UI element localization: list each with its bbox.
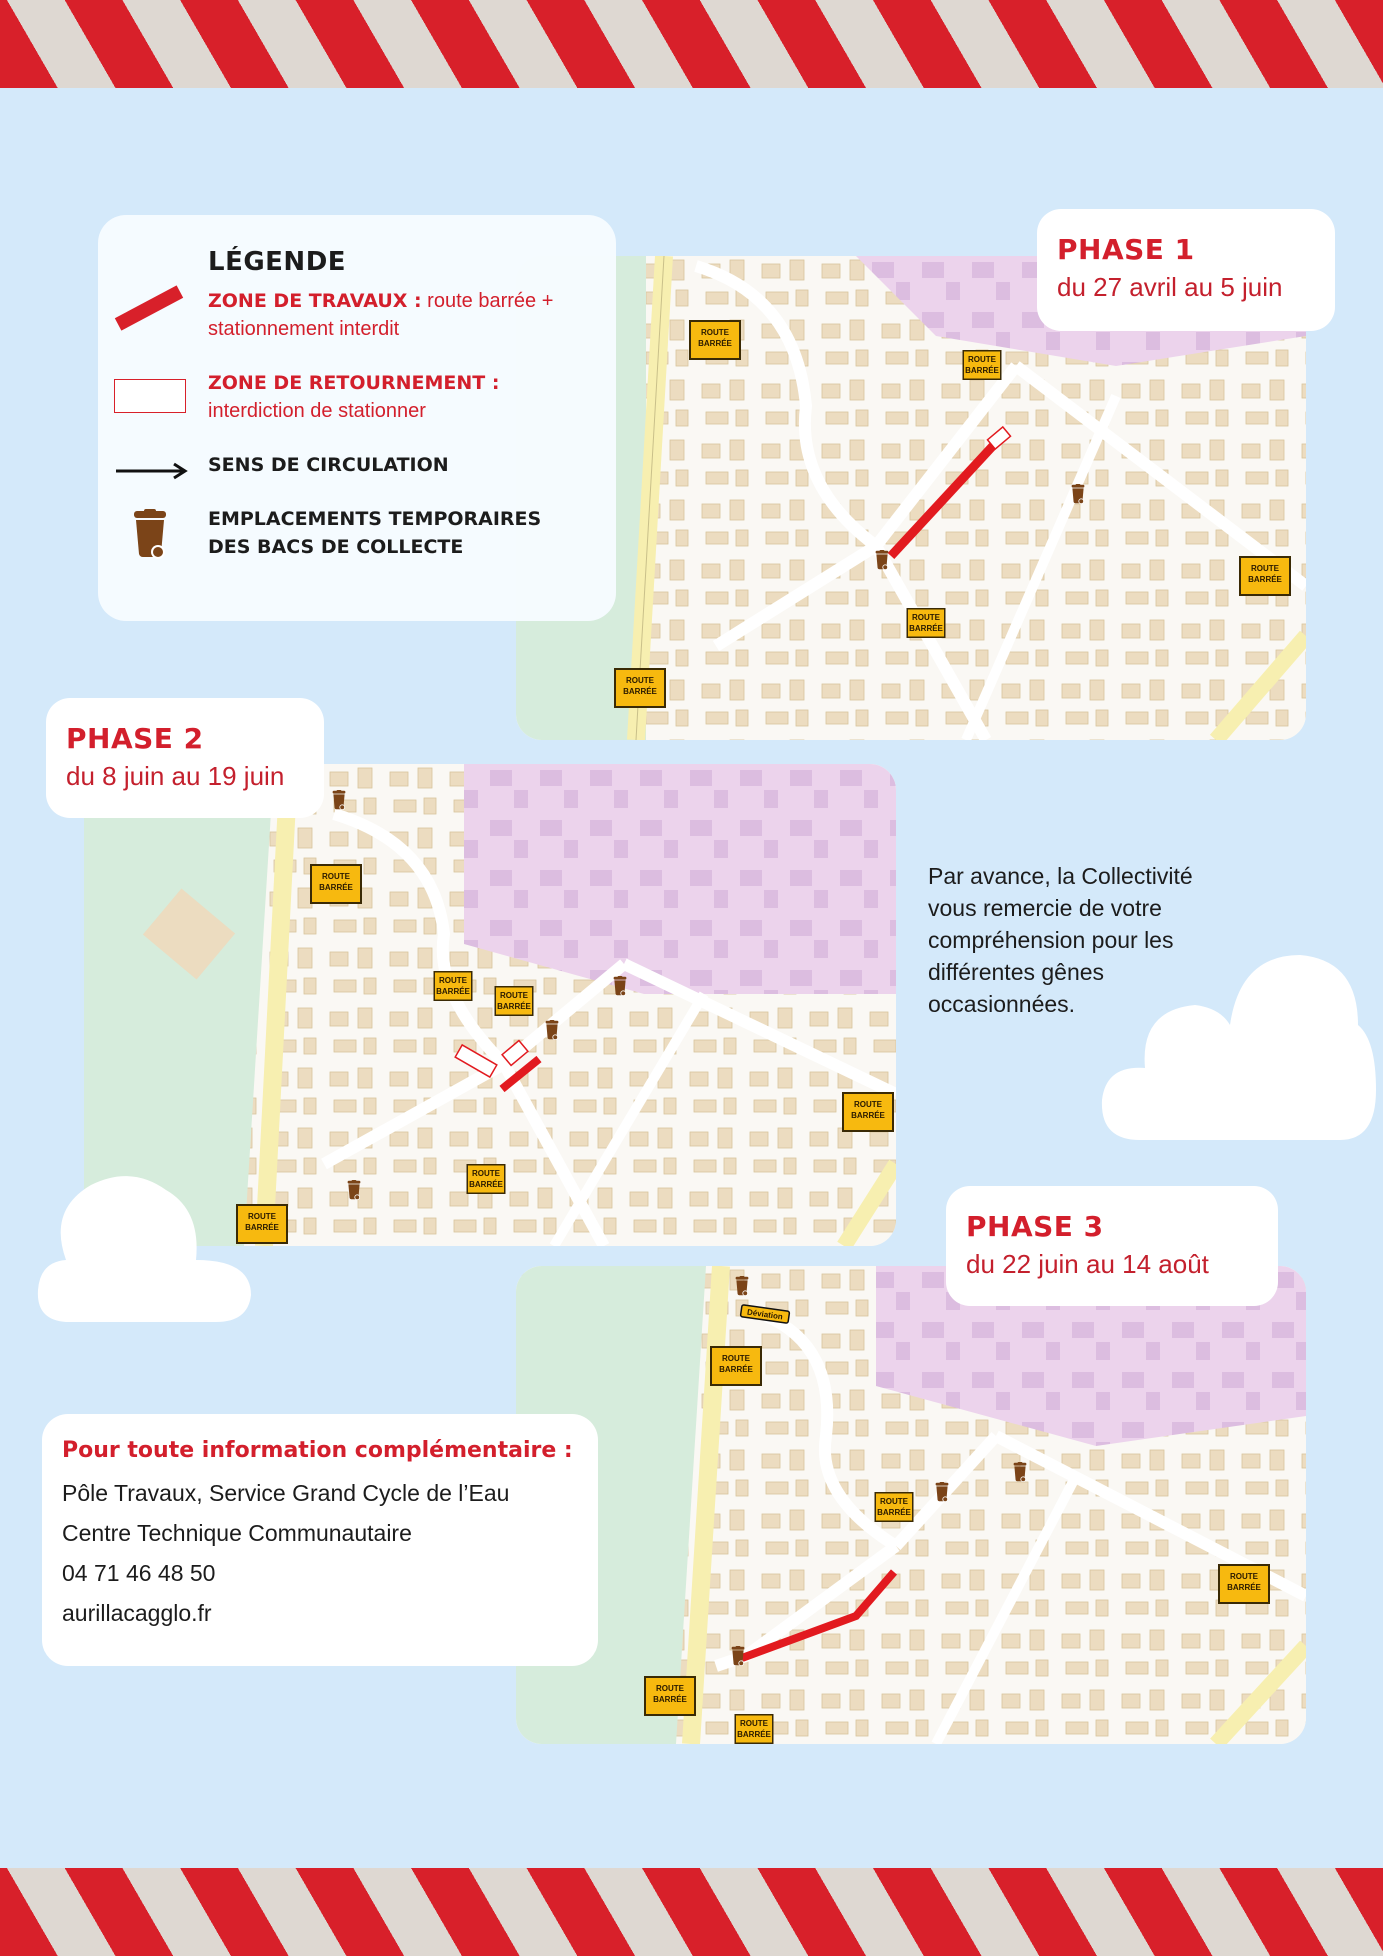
phase-2-title: PHASE 2	[66, 722, 204, 755]
phase-1-dates: du 27 avril au 5 juin	[1057, 272, 1283, 302]
top-hazard-stripes	[0, 0, 1383, 88]
svg-text:BARRÉE: BARRÉE	[737, 1730, 771, 1739]
svg-text:ROUTE: ROUTE	[854, 1100, 882, 1109]
trash-bin-icon	[130, 509, 170, 559]
svg-text:BARRÉE: BARRÉE	[623, 687, 657, 696]
svg-text:BARRÉE: BARRÉE	[877, 1508, 911, 1517]
arrow-right-icon	[114, 461, 188, 481]
svg-text:BARRÉE: BARRÉE	[965, 366, 999, 375]
phase-2-dates: du 8 juin au 19 juin	[66, 761, 285, 791]
red-outline-rect-icon	[114, 379, 186, 413]
svg-text:ROUTE: ROUTE	[880, 1497, 908, 1506]
svg-text:BARRÉE: BARRÉE	[497, 1002, 531, 1011]
svg-text:ROUTE: ROUTE	[248, 1212, 276, 1221]
legend-title: LÉGENDE	[208, 247, 347, 277]
svg-text:ROUTE: ROUTE	[1251, 564, 1279, 573]
contact-phone[interactable]: 04 71 46 48 50	[62, 1560, 216, 1586]
red-bar-icon	[115, 285, 183, 330]
svg-text:BARRÉE: BARRÉE	[1227, 1583, 1261, 1592]
svg-text:BARRÉE: BARRÉE	[719, 1365, 753, 1374]
contact-service: Pôle Travaux, Service Grand Cycle de l’Eau	[62, 1480, 510, 1506]
svg-text:ROUTE: ROUTE	[626, 676, 654, 685]
phase-1-title: PHASE 1	[1057, 233, 1195, 266]
contact-heading: Pour toute information complémentaire :	[62, 1438, 573, 1463]
contact-center: Centre Technique Communautaire	[62, 1520, 412, 1546]
svg-text:BARRÉE: BARRÉE	[698, 339, 732, 348]
svg-text:ROUTE: ROUTE	[472, 1169, 500, 1178]
svg-text:ROUTE: ROUTE	[322, 872, 350, 881]
sign-text: ROUTE	[701, 328, 729, 337]
contact-info-card	[42, 1414, 598, 1666]
phase-2-badge	[46, 698, 324, 818]
phase-3-badge	[946, 1186, 1278, 1306]
phase-1-badge	[1037, 209, 1335, 331]
svg-text:ROUTE: ROUTE	[968, 355, 996, 364]
svg-text:BARRÉE: BARRÉE	[851, 1111, 885, 1120]
svg-text:ROUTE: ROUTE	[500, 991, 528, 1000]
cloud-decoration-left	[36, 1170, 256, 1322]
phase-3-dates: du 22 juin au 14 août	[966, 1249, 1209, 1279]
phase-3-title: PHASE 3	[966, 1210, 1104, 1243]
bottom-hazard-stripes	[0, 1868, 1383, 1956]
svg-text:BARRÉE: BARRÉE	[245, 1223, 279, 1232]
svg-text:ROUTE: ROUTE	[656, 1684, 684, 1693]
legend-item-work-zone: ZONE DE TRAVAUX : route barrée + stationnement interdit	[208, 287, 616, 343]
svg-text:ROUTE: ROUTE	[1230, 1572, 1258, 1581]
svg-text:ROUTE: ROUTE	[912, 613, 940, 622]
svg-text:BARRÉE: BARRÉE	[909, 624, 943, 633]
legend-panel	[98, 215, 616, 621]
contact-website-link[interactable]: aurillacagglo.fr	[62, 1600, 212, 1626]
svg-text:BARRÉE: BARRÉE	[469, 1180, 503, 1189]
svg-text:BARRÉE: BARRÉE	[319, 883, 353, 892]
map-phase-3	[516, 1266, 1306, 1744]
svg-text:BARRÉE: BARRÉE	[653, 1695, 687, 1704]
svg-text:BARRÉE: BARRÉE	[1248, 575, 1282, 584]
legend-item-turnaround-zone: ZONE DE RETOURNEMENT : interdiction de stationner	[208, 369, 616, 425]
svg-text:BARRÉE: BARRÉE	[436, 987, 470, 996]
svg-text:Déviation: Déviation	[746, 1307, 784, 1322]
legend-item-bin-locations: EMPLACEMENTS TEMPORAIRES DES BACS DE COLLECTE	[208, 505, 616, 561]
legend-item-traffic-direction: SENS DE CIRCULATION	[208, 451, 616, 479]
svg-text:ROUTE: ROUTE	[439, 976, 467, 985]
svg-text:ROUTE: ROUTE	[740, 1719, 768, 1728]
svg-text:ROUTE: ROUTE	[722, 1354, 750, 1363]
thanks-message: Par avance, la Collectivité vous remercie de votre compréhension pour les différentes gênes occasionnées.	[928, 863, 1193, 1017]
